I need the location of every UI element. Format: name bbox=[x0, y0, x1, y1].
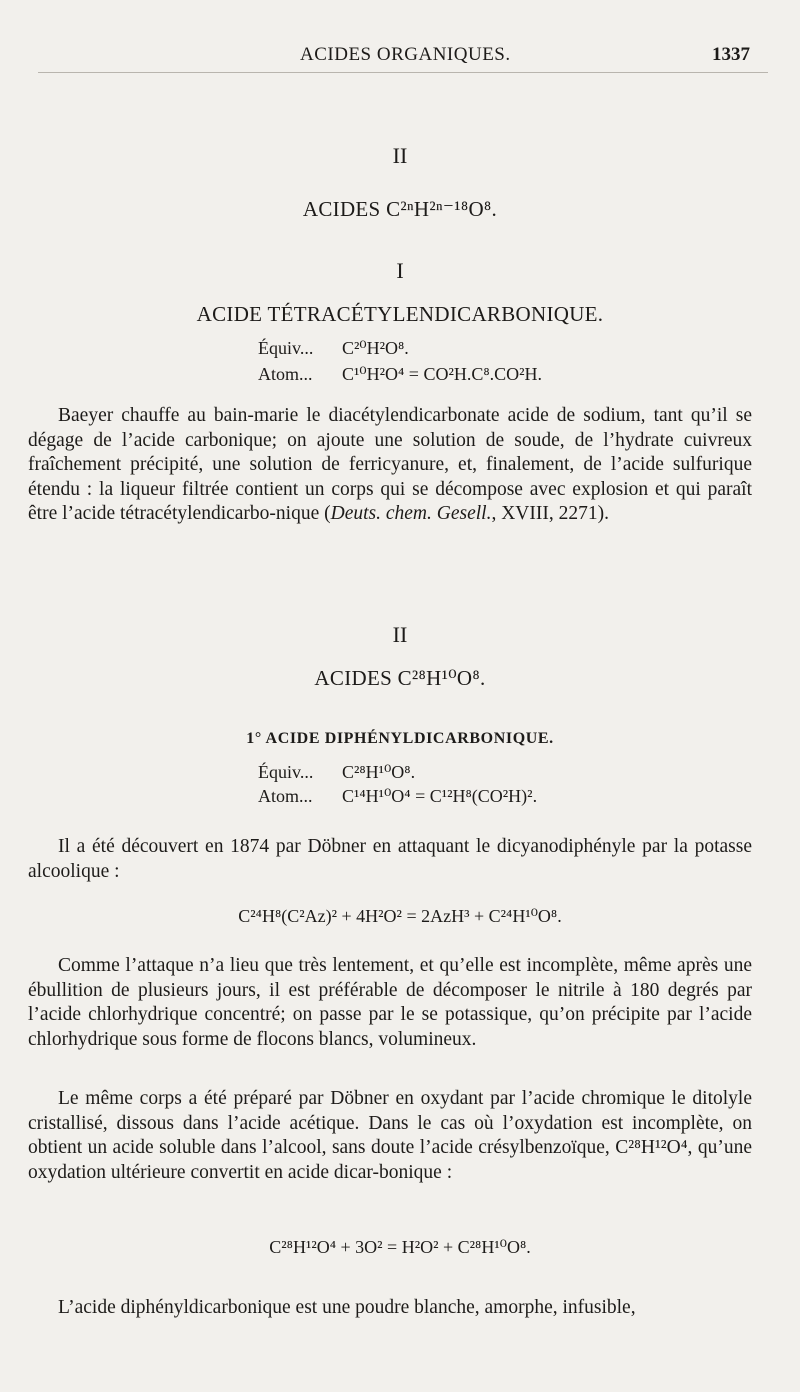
section-title: ACIDES C²ⁿH²ⁿ⁻¹⁸O⁸. bbox=[302, 197, 498, 221]
paragraph-discovery: Il a été découvert en 1874 par Döbner en attaquant le dicyanodiphényle par la potasse alcoolique : bbox=[28, 836, 752, 882]
compound-heading: ACIDE TÉTRACÉTYLENDICARBONIQUE. bbox=[196, 302, 604, 326]
equation-hydrolysis: C²⁴H⁸(C²Az)² + 4H²O² = 2AzH³ + C²⁴H¹⁰O⁸. bbox=[238, 906, 562, 926]
running-header bbox=[0, 44, 800, 70]
subsection-numeral: I bbox=[396, 258, 404, 283]
equiv-formula: C²⁰H²O⁸. bbox=[342, 338, 409, 358]
citation-rest: , XVIII, 2271). bbox=[491, 503, 609, 524]
page-number: 1337 bbox=[712, 44, 750, 65]
section2-numeral: II bbox=[392, 622, 408, 647]
atom-label: Atom... bbox=[258, 364, 313, 384]
paragraph-preparation: Comme l’attaque n’a lieu que très lentement, et qu’elle est incomplète, même après une ébullition de plusieurs jours, il est préférable de décomposer le nitrile à 180 degrés par l’acide chlorhydrique concentré; on passe par le se potassique, qu’on précipite par l’acide chlorhydrique sous forme de flocons blancs, volumineux. bbox=[28, 955, 752, 1050]
citation-journal: Deuts. chem. Gesell. bbox=[330, 503, 492, 524]
equation-oxidation: C²⁸H¹²O⁴ + 3O² = H²O² + C²⁸H¹⁰O⁸. bbox=[269, 1237, 531, 1257]
equiv2-formula: C²⁸H¹⁰O⁸. bbox=[342, 762, 416, 782]
equiv-label: Équiv... bbox=[258, 338, 314, 358]
section-numeral: II bbox=[392, 143, 408, 168]
paragraph-baeyer-text: Baeyer chauffe au bain-marie le diacétylendicarbonate acide de sodium, tant qu’il se dégage de l’acide carbonique; on ajoute une solution de soude, de l’hydrate cuivreux fraîchement précipité, une solution de ferricyanure, et, finalement, de l’acide sulfurique étendu : la liqueur filtrée contient un corps qui se décompose avec explosion et qui paraît être l’acide tétracétylendicarbo-nique ( bbox=[28, 405, 752, 524]
atom2-formula: C¹⁴H¹⁰O⁴ = C¹²H⁸(CO²H)². bbox=[342, 786, 538, 806]
equiv-formula-line bbox=[258, 338, 409, 359]
atom2-label: Atom... bbox=[258, 786, 313, 806]
atom-formula: C¹⁰H²O⁴ = CO²H.C⁸.CO²H. bbox=[342, 364, 543, 384]
header-rule bbox=[38, 72, 768, 73]
atom-formula-line bbox=[258, 364, 542, 385]
paragraph-oxidation: Le même corps a été préparé par Döbner en oxydant par l’acide chromique le ditolyle cristallisé, dissous dans l’acide acétique. Dans le cas où l’oxydation est incomplète, on obtient un acide soluble dans l’alcool, sans doute l’acide crésylbenzoïque, C²⁸H¹²O⁴, qu’une oxydation ultérieure convertit en acide dicar-bonique : bbox=[28, 1088, 752, 1183]
paragraph-baeyer bbox=[28, 404, 752, 527]
equiv2-label: Équiv... bbox=[258, 762, 314, 782]
atom2-formula-line bbox=[258, 786, 537, 807]
equiv2-formula-line bbox=[258, 762, 415, 783]
paragraph-description: L’acide diphényldicarbonique est une poudre blanche, amorphe, infusible, bbox=[58, 1297, 636, 1318]
running-title: ACIDES ORGANIQUES. bbox=[300, 44, 511, 65]
compound2-heading: 1° ACIDE DIPHÉNYLDICARBONIQUE. bbox=[246, 730, 554, 747]
section2-title: ACIDES C²⁸H¹⁰O⁸. bbox=[314, 666, 486, 690]
